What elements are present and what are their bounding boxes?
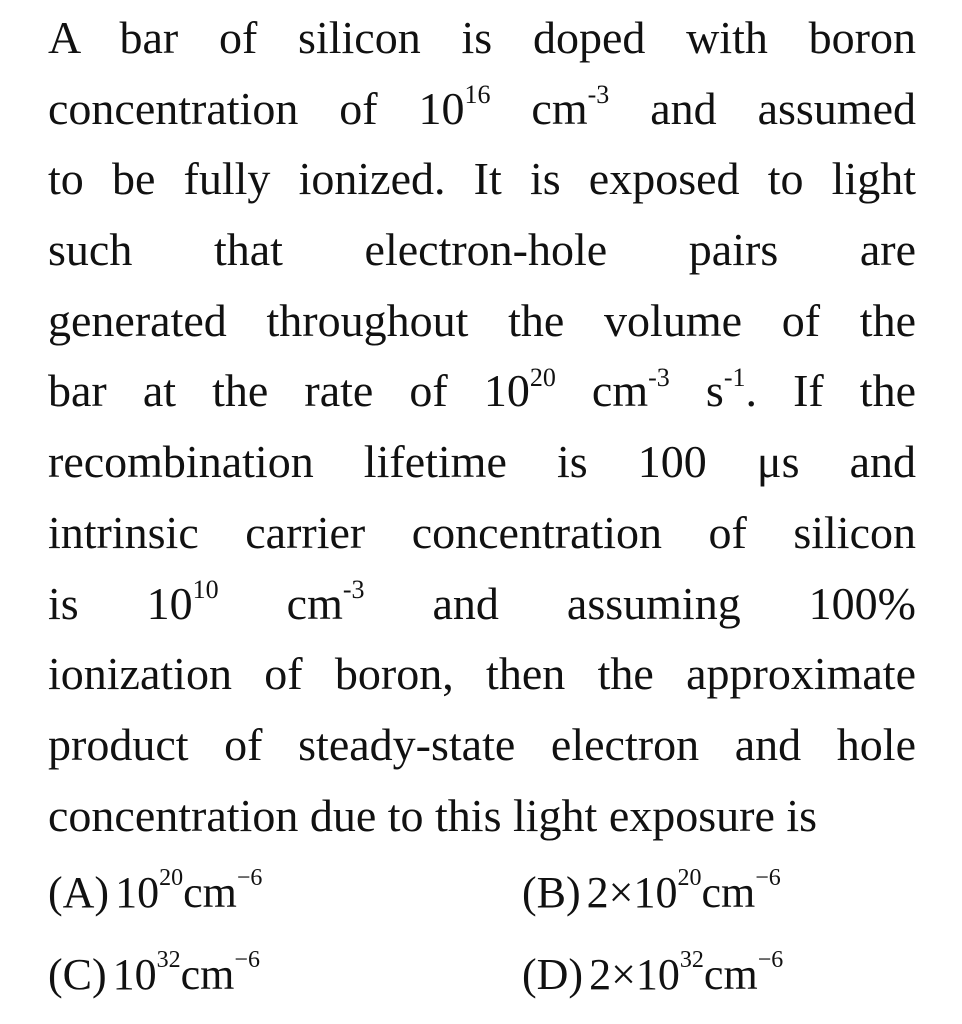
question-text: and assuming 100%	[364, 577, 916, 629]
question-superscript: -3	[342, 575, 365, 605]
option-letter: (D)	[522, 950, 584, 999]
question-text: cm	[218, 577, 343, 629]
option-expression	[589, 947, 784, 999]
question-text: A bar of silicon is doped with boron	[48, 12, 916, 63]
option-superscript: 20	[677, 865, 702, 892]
question-superscript: -3	[648, 363, 670, 393]
option-letter: (B)	[522, 868, 581, 917]
question-line	[48, 569, 916, 640]
question-line	[48, 356, 916, 427]
question-text: generated throughout the volume of the	[48, 294, 916, 346]
question-text: and assumed	[609, 82, 916, 134]
option-superscript: 20	[159, 865, 184, 892]
question-line	[48, 639, 916, 710]
option-superscript: 32	[679, 947, 704, 974]
question-text: to be fully ionized. It is exposed to light	[48, 153, 916, 205]
question-text: bar at the rate of 10	[48, 365, 530, 417]
option-text: cm	[183, 868, 237, 917]
option-superscript: −6	[757, 947, 784, 974]
option-letter: (A)	[48, 868, 110, 917]
option-expression	[115, 865, 263, 917]
question-line	[48, 3, 916, 74]
question-text: . If the	[745, 365, 916, 417]
question-text: concentration of 10	[48, 82, 465, 134]
question-text: concentration due to this light exposure is	[48, 789, 818, 841]
question-line	[48, 781, 916, 852]
option-text: cm	[703, 950, 758, 999]
question-superscript: -3	[587, 80, 610, 110]
options-row	[48, 934, 916, 1016]
question-superscript: 16	[464, 80, 491, 110]
question-superscript: 20	[529, 363, 556, 393]
question-text: s	[669, 365, 724, 417]
option-superscript: 32	[156, 947, 181, 974]
option-superscript: −6	[236, 865, 263, 892]
question-line	[48, 427, 916, 498]
question-text	[48, 0, 916, 851]
answer-options	[48, 852, 916, 1016]
question-line	[48, 215, 916, 286]
question-text: such that electron-hole pairs are	[48, 224, 916, 276]
option-c[interactable]	[48, 934, 260, 1016]
option-letter: (C)	[48, 950, 107, 999]
question-text: is 10	[48, 577, 193, 629]
question-line	[48, 144, 916, 215]
question-superscript: -1	[723, 363, 746, 393]
option-superscript: −6	[234, 947, 260, 974]
option-a[interactable]	[48, 852, 262, 934]
option-superscript: −6	[755, 865, 781, 892]
option-text: 2×10	[589, 950, 680, 999]
option-expression	[112, 947, 260, 999]
option-text: cm	[180, 950, 235, 999]
question-text: cm	[490, 82, 588, 134]
question-text: product of steady-state electron and hole	[48, 718, 916, 770]
question-line	[48, 498, 916, 569]
option-d[interactable]	[522, 934, 783, 1016]
option-text: cm	[701, 868, 756, 917]
question-line	[48, 710, 916, 781]
question-superscript: 10	[192, 575, 219, 605]
question-line	[48, 286, 916, 357]
option-text: 2×10	[586, 868, 678, 917]
question-text: cm	[555, 365, 649, 417]
options-row	[48, 852, 916, 934]
question-text: intrinsic carrier concentration of silicon	[48, 506, 916, 558]
option-text: 10	[112, 950, 157, 999]
option-b[interactable]	[522, 852, 781, 934]
question-text: ionization of boron, then the approximate	[48, 648, 916, 700]
option-text: 10	[115, 868, 160, 917]
option-expression	[586, 865, 781, 917]
question-text: recombination lifetime is 100 μs and	[48, 436, 916, 488]
question-line	[48, 74, 916, 145]
